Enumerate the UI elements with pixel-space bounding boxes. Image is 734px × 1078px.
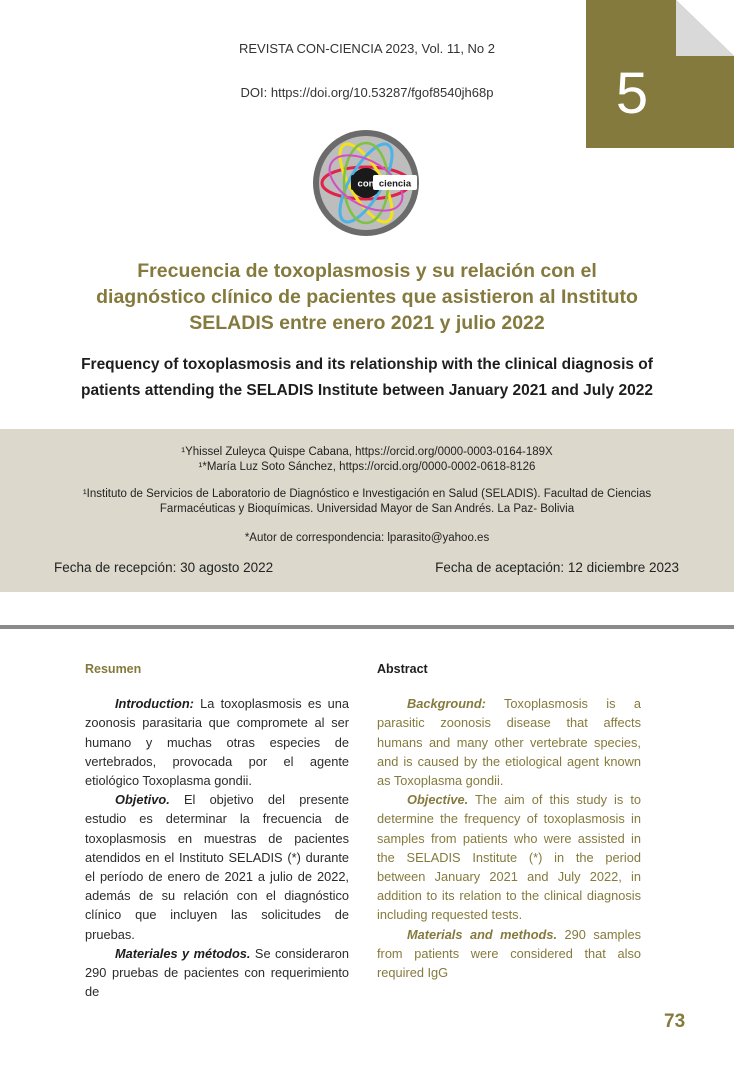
title-english (40, 352, 694, 404)
resumen-paragraph (85, 694, 349, 790)
abstract-paragraph (377, 790, 641, 924)
paragraph-label: Introduction: (115, 696, 194, 712)
abstract-heading: Abstract (377, 662, 428, 676)
logo-text-con: con (357, 178, 375, 190)
doi-link[interactable]: DOI: https://doi.org/10.53287/fgof8540jh68p (240, 85, 494, 100)
abstract-paragraph (377, 925, 641, 983)
resumen-paragraph (85, 944, 349, 1002)
author-line: ¹*María Luz Soto Sánchez, https://orcid.org/0000-0002-0618-8126 (198, 461, 536, 473)
con-ciencia-logo (311, 128, 421, 238)
received-date: Fecha de recepción: 30 agosto 2022 (54, 560, 274, 575)
title-spanish-line: Frecuencia de toxoplasmosis y su relación con el (137, 260, 597, 282)
author-info-band (0, 429, 734, 592)
paragraph-text: Toxoplasmosis is a parasitic zoonosis disease that affects humans and many other vertebrate species, and is caused by the etiological agent known as Toxoplasma gondii. (377, 696, 641, 789)
article-number-box (586, 0, 734, 148)
accepted-date: Fecha de aceptación: 12 diciembre 2023 (435, 560, 679, 575)
paragraph-label: Materiales y métodos. (115, 945, 251, 961)
paragraph-label: Objective. (407, 792, 469, 808)
logo-text-ciencia: ciencia (378, 178, 412, 190)
author-line: ¹Yhissel Zuleyca Quispe Cabana, https://orcid.org/0000-0003-0164-189X (181, 446, 553, 458)
paragraph-text: La toxoplasmosis es una zoonosis parasitaria que compromete al ser humano y muchas otras especies de vertebrados, provocada por el agente etiológico Toxoplasma gondii. (85, 696, 349, 789)
article-number: 5 (615, 61, 649, 126)
paragraph-text: El objetivo del presente estudio es determinar la frecuencia de toxoplasmosis en muestras de pacientes atendidos en el Instituto SELADIS (*) durante el período de enero de 2021 a julio de 2022, además de su relación con el diagnóstico clínico que incluyen las solicitudes de pruebas. (85, 792, 349, 942)
title-spanish-line: SELADIS entre enero 2021 y julio 2022 (189, 312, 545, 334)
paragraph-label: Background: (407, 696, 486, 712)
paragraph-text: The aim of this study is to determine the frequency of toxoplasmosis in samples from patients who were assisted in the SELADIS Institute (*) in the period between January 2021 and July 2022, in addition to its relation to the clinical diagnosis including requested tests. (377, 792, 641, 923)
affiliation-line: ¹Instituto de Servicios de Laboratorio de Diagnóstico e Investigación en Salud (SELADIS). Facultad de Ciencias (82, 488, 652, 500)
paragraph-label: Objetivo. (115, 792, 170, 808)
abstract-column (377, 660, 641, 982)
paragraph-text: 290 samples from patients were considered that also required IgG (377, 926, 641, 981)
page-number: 73 (664, 1011, 686, 1032)
section-divider (0, 625, 734, 629)
title-english-line: Frequency of toxoplasmosis and its relationship with the clinical diagnosis of (81, 356, 653, 373)
title-english-line: patients attending the SELADIS Institute between January 2021 and July 2022 (81, 382, 653, 399)
paragraph-text: Se consideraron 290 pruebas de pacientes con requerimiento de (85, 945, 349, 1000)
resumen-column (85, 660, 349, 1001)
paragraph-label: Materials and methods. (407, 926, 558, 942)
resumen-heading: Resumen (85, 662, 142, 676)
abstract-paragraph (377, 694, 641, 790)
page-curl-icon (676, 0, 734, 56)
affiliation-line: Farmacéuticas y Bioquímicas. Universidad Mayor de San Andrés. La Paz- Bolivia (159, 503, 575, 515)
journal-citation: REVISTA CON-CIENCIA 2023, Vol. 11, No 2 (238, 41, 495, 56)
resumen-paragraph (85, 790, 349, 944)
title-spanish (40, 258, 694, 336)
correspondence[interactable]: *Autor de correspondencia: lparasito@yahoo.es (244, 532, 490, 544)
title-spanish-line: diagnóstico clínico de pacientes que asistieron al Instituto (96, 286, 638, 308)
